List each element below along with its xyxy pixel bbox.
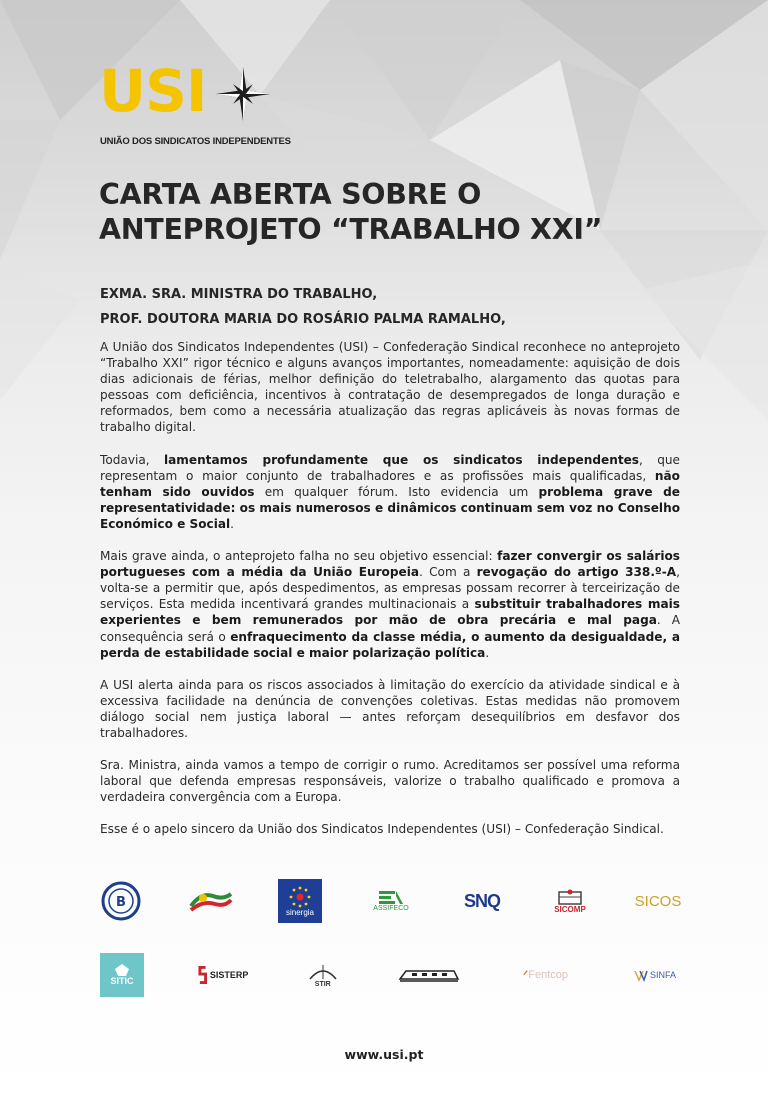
tricolor-union-logo (185, 888, 235, 914)
emphasis-text: problema grave de representatividade: os mais numerosos e dinâmicos continuam sem voz no Conselho Económico e Social (100, 484, 680, 531)
emphasis-text: substituir trabalhadores mais experientes e bem remunerados por mão de obra precária e mal paga (100, 597, 681, 628)
usi-logo (99, 57, 291, 152)
letter-body (100, 339, 680, 853)
emphasis-text: revogação do artigo 338.º-A (476, 565, 677, 580)
body-paragraph (100, 757, 680, 805)
logo-subtitle: UNIÃO DOS SINDICATOS INDEPENDENTES (100, 136, 291, 147)
sinergia-logo (278, 879, 322, 923)
paragraph-text: . Com a (419, 565, 477, 580)
compass-star-icon (215, 66, 271, 122)
salutation-line: EXMA. SRA. MINISTRA DO TRABALHO, (100, 287, 378, 302)
sitic-label: SITIC (110, 976, 134, 986)
sisterp-logo (198, 966, 248, 984)
paragraph-text: . (230, 516, 235, 531)
paragraph-text: Todavia, (100, 452, 164, 467)
fentcop-logo (516, 968, 576, 982)
assifeco-label: ASSIFECO (373, 904, 409, 912)
paragraph-text: em qualquer fórum. Isto evidencia um (254, 484, 539, 499)
fentcop-mark: ᐟ (523, 968, 529, 982)
body-paragraph (100, 452, 680, 532)
footer-url[interactable]: www.usi.pt (344, 1047, 424, 1062)
fentcop-label: Fentcop (528, 969, 568, 981)
svg-text:B: B (116, 895, 126, 910)
sicomp-label: SICOMP (554, 904, 586, 914)
emphasis-text: lamentamos profundamente que os sindicatos independentes (163, 452, 640, 467)
sitic-logo (100, 953, 144, 997)
stir-logo (303, 963, 343, 988)
title-line: ANTEPROJETO “TRABALHO XXI” (99, 213, 603, 246)
paragraph-text: Esse é o apelo sincero da União dos Sindicatos Independentes (USI) – Confederação Sindical. (100, 822, 664, 837)
snb-logo (100, 881, 142, 921)
salutation-line: PROF. DOUTORA MARIA DO ROSÁRIO PALMA RAMALHO, (100, 312, 506, 327)
sisterp-label: SISTERP (209, 970, 249, 980)
emphasis-text: não tenham sido ouvidos (100, 468, 680, 499)
sinfa-logo (630, 968, 680, 982)
paragraph-text: A USI alerta ainda para os riscos associados à limitação do exercício da atividade sindical e à excessiva facilidade na denúncia de convenções coletivas. Estas medidas não promovem diálogo social nem justiça laboral — antes reforçam desequilíbrios em desfavor dos trabalhadores. (100, 677, 680, 740)
assifeco-logo (365, 891, 417, 912)
emphasis-text: enfraquecimento da classe média, o aumento da desigualdade, a perda de estabilidade social e maior polarização política (100, 629, 681, 660)
sinergia-label: sinergia (285, 907, 314, 917)
paragraph-text: , volta-se a permitir que, após despedimentos, as empresas possam recorrer à terceirização de serviços. Esta medida incentivará grandes multinacionais a (100, 565, 680, 612)
sicos-logo: SICOS (634, 892, 682, 910)
paragraph-text: . (485, 645, 490, 660)
partner-logos-row-1 (100, 878, 680, 924)
train-union-logo (397, 967, 461, 983)
sinfa-label: SINFA (649, 970, 676, 980)
page-title (99, 177, 602, 247)
salutation (100, 282, 506, 332)
body-paragraph (100, 548, 680, 661)
partner-logos-row-2 (100, 952, 680, 998)
body-paragraph (100, 339, 680, 436)
paragraph-text: Mais grave ainda, o anteprojeto falha no seu objetivo essencial: (100, 549, 498, 564)
snq-logo: SNQ (463, 890, 500, 911)
stir-label: STIR (314, 980, 331, 988)
paragraph-text: Sra. Ministra, ainda vamos a tempo de corrigir o rumo. Acreditamos ser possível uma reforma laboral que defenda empresas responsáveis, valorize o trabalho qualificado e promova a verdadeira convergência com a Europa. (100, 758, 680, 805)
paragraph-text: A União dos Sindicatos Independentes (USI) – Confederação Sindical reconhece no anteprojeto “Trabalho XXI” rigor técnico e alguns avanços importantes, nomeadamente: aquisição de dois dias adicionais de férias, melhor definição do teletrabalho, alargamento das quotas para pessoas com deficiência, incentivos à contratação de desempregados de longa duração e reformados, bem como a necessária atualização das regras aplicáveis às novas formas de trabalho digital. (100, 340, 680, 435)
title-line: CARTA ABERTA SOBRE O (99, 178, 482, 211)
paragraph-text: . A consequência será o (100, 613, 680, 644)
body-paragraph (100, 677, 680, 741)
sicomp-logo (547, 889, 593, 914)
body-paragraph (100, 821, 680, 837)
logo-wordmark: USI (99, 57, 207, 125)
emphasis-text: fazer convergir os salários portugueses com a média da União Europeia (100, 549, 681, 580)
paragraph-text: , que representam o maior conjunto de trabalhadores e as profissões mais qualificadas, (100, 452, 680, 483)
